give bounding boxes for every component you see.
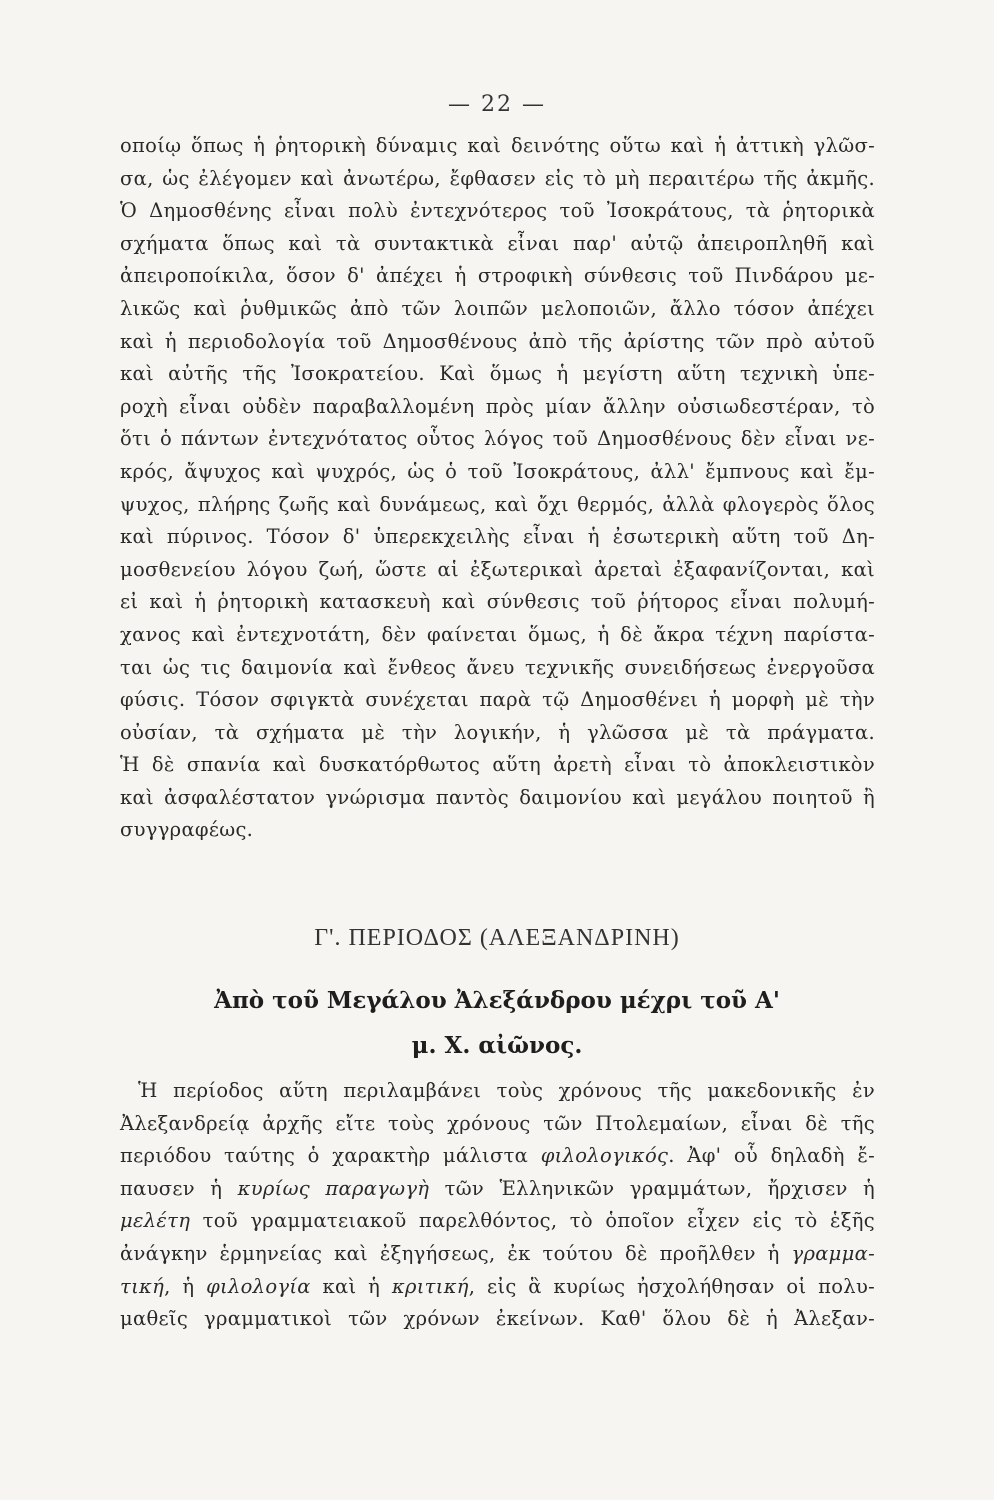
- subheading-line-1: Ἀπὸ τοῦ Μεγάλου Ἀλεξάνδρου μέχρι τοῦ Α': [214, 987, 780, 1014]
- text-line: ὅτι ὁ πάντων ἐντεχνότατος οὗτος λόγος τοῦ Δημοσθένους δὲν εἶναι νε-: [120, 427, 875, 451]
- text-line: Ὁ Δημοσθένης εἶναι πολὺ ἐντεχνότερος τοῦ Ἰσοκράτους, τὰ ῥητορικὰ: [120, 199, 875, 223]
- text-run: περιόδου ταύτης ὁ χαρακτὴρ μάλιστα: [120, 1144, 541, 1168]
- text-line: [120, 1238, 875, 1271]
- text-line: ροχὴ εἶναι οὐδὲν παραβαλλομένη πρὸς μίαν ἄλλην οὐσιωδεστέραν, τὸ: [120, 394, 875, 418]
- italic-term: κυρίως παραγωγὴ: [237, 1176, 430, 1200]
- text-line: [120, 1205, 875, 1238]
- text-line: μοσθενείου λόγου ζωή, ὥστε αἱ ἐξωτερικαὶ ἀρεταὶ ἐξαφανίζονται, καὶ: [120, 557, 875, 581]
- text-run: παυσεν ἡ: [120, 1176, 238, 1200]
- italic-term: φιλολογία: [206, 1274, 311, 1298]
- text-line: ψυχος, πλήρης ζωῆς καὶ δυνάμεως, καὶ ὄχι θερμός, ἀλλὰ φλογερὸς ὅλος: [120, 492, 875, 516]
- paragraph-demosthenes: [120, 130, 875, 847]
- section-heading: Γ'. ΠΕΡΙΟΔΟΣ (ΑΛΕΞΑΝΔΡΙΝΗ): [314, 925, 680, 951]
- italic-term: γραμμα-: [791, 1241, 875, 1265]
- subheading-line-2: μ. Χ. αἰῶνος.: [411, 1032, 583, 1059]
- text-line: φύσις. Τόσον σφιγκτὰ συνέχεται παρὰ τῷ Δημοσθένει ἡ μορφὴ μὲ τὴν: [120, 688, 875, 712]
- italic-term: φιλολογικός: [540, 1144, 669, 1168]
- text-line: εἰ καὶ ἡ ῥητορικὴ κατασκευὴ καὶ σύνθεσις τοῦ ῥήτορος εἶναι πολυμή-: [120, 590, 875, 614]
- text-run: . Ἀφ' οὗ δηλαδὴ ἔ-: [668, 1144, 876, 1168]
- text-line: καὶ πύρινος. Τόσον δ' ὑπερεκχειλὴς εἶναι ἡ ἐσωτερικὴ αὕτη τοῦ Δη-: [120, 525, 875, 549]
- text-line: Ἀλεξανδρείᾳ ἀρχῆς εἴτε τοὺς χρόνους τῶν Πτολεμαίων, εἶναι δὲ τῆς: [120, 1111, 875, 1135]
- text-run: , εἰς ἃ κυρίως ἠσχολήθησαν οἱ πολυ-: [468, 1274, 875, 1298]
- text-line: μαθεῖς γραμματικοὶ τῶν χρόνων ἐκείνων. Καθ' ὅλου δὲ ἡ Ἀλεξαν-: [120, 1307, 875, 1331]
- italic-term: τική: [120, 1274, 165, 1298]
- text-line: ἀπειροποίκιλα, ὅσον δ' ἀπέχει ἡ στροφικὴ σύνθεσις τοῦ Πινδάρου με-: [120, 264, 875, 288]
- text-run: τοῦ γραμματειακοῦ παρελθόντος, τὸ ὁποῖον εἶχεν εἰς τὸ ἑξῆς: [190, 1209, 875, 1233]
- text-run: καὶ ἡ: [310, 1274, 392, 1298]
- text-line: ται ὡς τις δαιμονία καὶ ἔνθεος ἄνευ τεχνικῆς συνειδήσεως ἐνεργοῦσα: [120, 655, 875, 679]
- text-line: σχήματα ὅπως καὶ τὰ συντακτικὰ εἶναι παρ' αὐτῷ ἀπειροπληθῆ καὶ: [120, 231, 875, 255]
- text-run: τῶν Ἑλληνικῶν γραμμάτων, ἤρχισεν ἡ: [429, 1176, 876, 1200]
- text-line: καὶ ἀσφαλέστατον γνώρισμα παντὸς δαιμονίου καὶ μεγάλου ποιητοῦ ἢ: [120, 785, 875, 809]
- text-line: [120, 1140, 875, 1173]
- text-line: οὐσίαν, τὰ σχήματα μὲ τὴν λογικήν, ἡ γλῶσσα μὲ τὰ πράγματα.: [120, 720, 875, 744]
- page-number: — 22 —: [448, 92, 546, 117]
- text-line: [120, 1271, 875, 1304]
- text-line: σα, ὡς ἐλέγομεν καὶ ἀνωτέρω, ἔφθασεν εἰς τὸ μὴ περαιτέρω τῆς ἀκμῆς.: [120, 166, 875, 190]
- text-run: , ἡ: [164, 1274, 207, 1298]
- text-line: συγγραφέως.: [120, 818, 254, 842]
- text-line: χανος καὶ ἐντεχνοτάτη, δὲν φαίνεται ὅμως, ἡ δὲ ἄκρα τέχνη παρίστα-: [120, 622, 875, 646]
- text-line: καὶ αὐτῆς τῆς Ἰσοκρατείου. Καὶ ὅμως ἡ μεγίστη αὕτη τεχνικὴ ὑπε-: [120, 362, 875, 386]
- italic-term: κριτική: [391, 1274, 469, 1298]
- text-line: Ἡ δὲ σπανία καὶ δυσκατόρθωτος αὕτη ἀρετὴ εἶναι τὸ ἀποκλειστικὸν: [120, 753, 875, 777]
- text-line: οποίῳ ὅπως ἡ ῥητορικὴ δύναμις καὶ δεινότης οὕτω καὶ ἡ ἀττικὴ γλῶσ-: [120, 134, 875, 157]
- text-line: καὶ ἡ περιοδολογία τοῦ Δημοσθένους ἀπὸ τῆς ἀρίστης τῶν πρὸ αὐτοῦ: [120, 329, 875, 353]
- text-line: λικῶς καὶ ῥυθμικῶς ἀπὸ τῶν λοιπῶν μελοποιῶν, ἄλλο τόσον ἀπέχει: [120, 296, 875, 320]
- text-line: Ἡ περίοδος αὕτη περιλαμβάνει τοὺς χρόνους τῆς μακεδονικῆς ἐν: [138, 1079, 875, 1102]
- text-run: ἀνάγκην ἑρμηνείας καὶ ἐξηγήσεως, ἐκ τούτου δὲ προῆλθεν ἡ: [120, 1241, 792, 1265]
- text-line: [120, 1173, 875, 1206]
- paragraph-alexandrian: [120, 1075, 875, 1336]
- text-line: κρός, ἄψυχος καὶ ψυχρός, ὡς ὁ τοῦ Ἰσοκράτους, ἀλλ' ἔμπνους καὶ ἔμ-: [120, 459, 875, 483]
- italic-term: μελέτη: [120, 1209, 191, 1233]
